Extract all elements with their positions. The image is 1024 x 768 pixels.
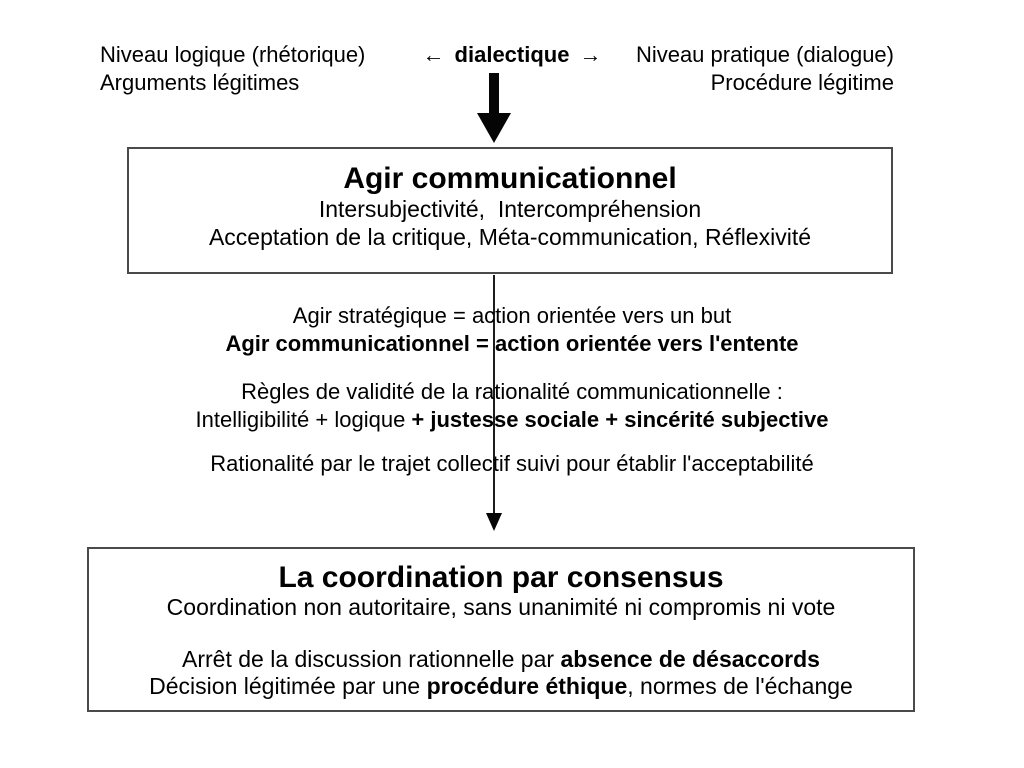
strategic-vs-communicative-paragraph bbox=[0, 302, 1024, 358]
arguments-legitimes-label: Arguments légitimes bbox=[100, 70, 300, 95]
procedure-ethique-bold: procédure éthique bbox=[426, 673, 628, 699]
agir-communicationnel-box bbox=[127, 147, 893, 274]
agir-strategique-line: Agir stratégique = action orientée vers un but bbox=[292, 303, 732, 328]
left-arrow-icon: ← bbox=[422, 42, 445, 67]
coordination-consensus-box bbox=[87, 547, 915, 712]
box2-line-3 bbox=[89, 673, 913, 700]
thick-arrow-head bbox=[477, 113, 511, 143]
rationalite-paragraph bbox=[0, 450, 1024, 478]
thick-arrow-shaft bbox=[489, 73, 499, 114]
arret-discussion-regular: Arrêt de la discussion rationnelle par bbox=[182, 646, 561, 672]
right-arrow-icon: → bbox=[579, 42, 602, 67]
intelligibilite-line bbox=[0, 406, 1024, 434]
intelligibilite-regular: Intelligibilité + logique bbox=[195, 407, 412, 432]
validity-rules-paragraph bbox=[0, 378, 1024, 434]
dialectique-group bbox=[423, 41, 602, 69]
box1-line-1: Intersubjectivité, Intercompréhension bbox=[318, 196, 702, 222]
header-row-1 bbox=[0, 41, 1024, 69]
header-right-title: Niveau pratique (dialogue) bbox=[635, 42, 894, 67]
box2-line-2 bbox=[89, 646, 913, 673]
header-left-title: Niveau logique (rhétorique) bbox=[100, 42, 366, 67]
thin-down-arrow-head bbox=[486, 513, 502, 531]
box2-line-1: Coordination non autoritaire, sans unanimité ni compromis ni vote bbox=[166, 594, 836, 620]
normes-echange-regular: , normes de l'échange bbox=[627, 673, 853, 699]
justesse-sincerite-bold: + justesse sociale + sincérité subjective bbox=[411, 407, 829, 432]
header-row-2 bbox=[0, 69, 1024, 97]
decision-legitimee-regular: Décision légitimée par une bbox=[149, 673, 427, 699]
regles-validite-line: Règles de validité de la rationalité communicationnelle : bbox=[241, 379, 783, 404]
box2-title: La coordination par consensus bbox=[278, 561, 724, 594]
absence-desaccords-bold: absence de désaccords bbox=[560, 646, 820, 672]
dialectique-label: dialectique bbox=[454, 42, 570, 67]
agir-communicationnel-line: Agir communicationnel = action orientée vers l'entente bbox=[225, 331, 799, 356]
procedure-legitime-label: Procédure légitime bbox=[710, 70, 894, 95]
box1-line-2: Acceptation de la critique, Méta-communication, Réflexivité bbox=[208, 224, 812, 250]
box1-title: Agir communicationnel bbox=[343, 162, 677, 195]
rationalite-line: Rationalité par le trajet collectif suivi pour établir l'acceptabilité bbox=[210, 451, 814, 476]
